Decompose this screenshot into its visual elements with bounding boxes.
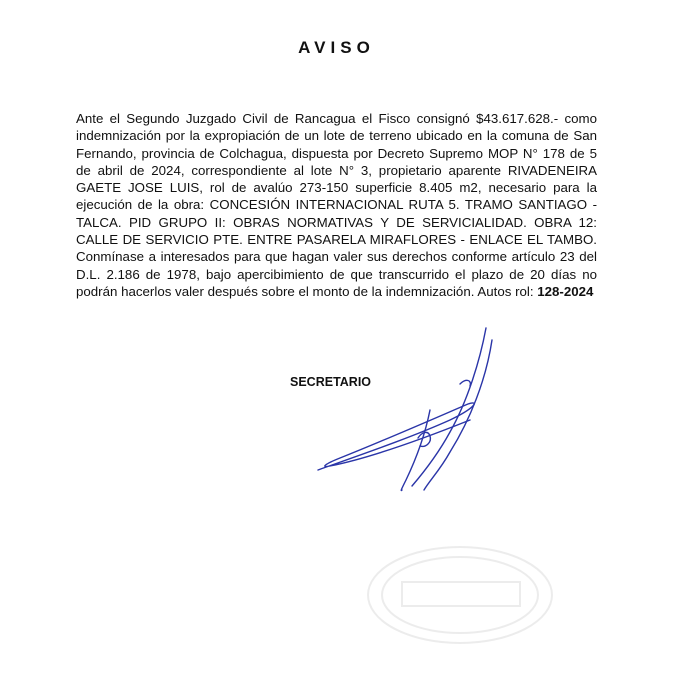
case-number: 128-2024 (537, 283, 594, 299)
notice-body-text: Ante el Segundo Juzgado Civil de Rancagua el Fisco consignó $43.617.628.- como indemnización por la expropiación de un lote de terreno ubicado en la comuna de San Fernando, provincia de Colchagua, dispuesta por Decreto Supremo MOP N° 178 de 5 de abril de 2024, correspondiente al lote N° 3, propietario aparente RIVADENEIRA GAETE JOSE LUIS, rol de avalúo 273-150 superficie 8.405 m2, necesario para la ejecución de la obra: CONCESIÓN INTERNACIONAL RUTA 5. TRAMO SANTIAGO - TALCA. PID GRUPO II: OBRAS NORMATIVAS Y DE SERVICIALIDAD. OBRA 12: CALLE DE SERVICIO PTE. ENTRE PASARELA MIRAFLORES - ENLACE EL TAMBO. Conmínase a interesados para que hagan valer sus derechos conforme artículo 23 del D.L. 2.186 de 1978, bajo apercibimiento de que transcurrido el plazo de 20 días no podrán hacerlos valer después sobre el monto de la indemnización. Autos rol: (76, 111, 597, 299)
signature-mark (300, 320, 520, 505)
secretary-label: SECRETARIO (290, 375, 372, 389)
seal-stamp (360, 540, 560, 650)
notice-body (76, 110, 597, 300)
notice-title: AVISO (298, 38, 375, 57)
